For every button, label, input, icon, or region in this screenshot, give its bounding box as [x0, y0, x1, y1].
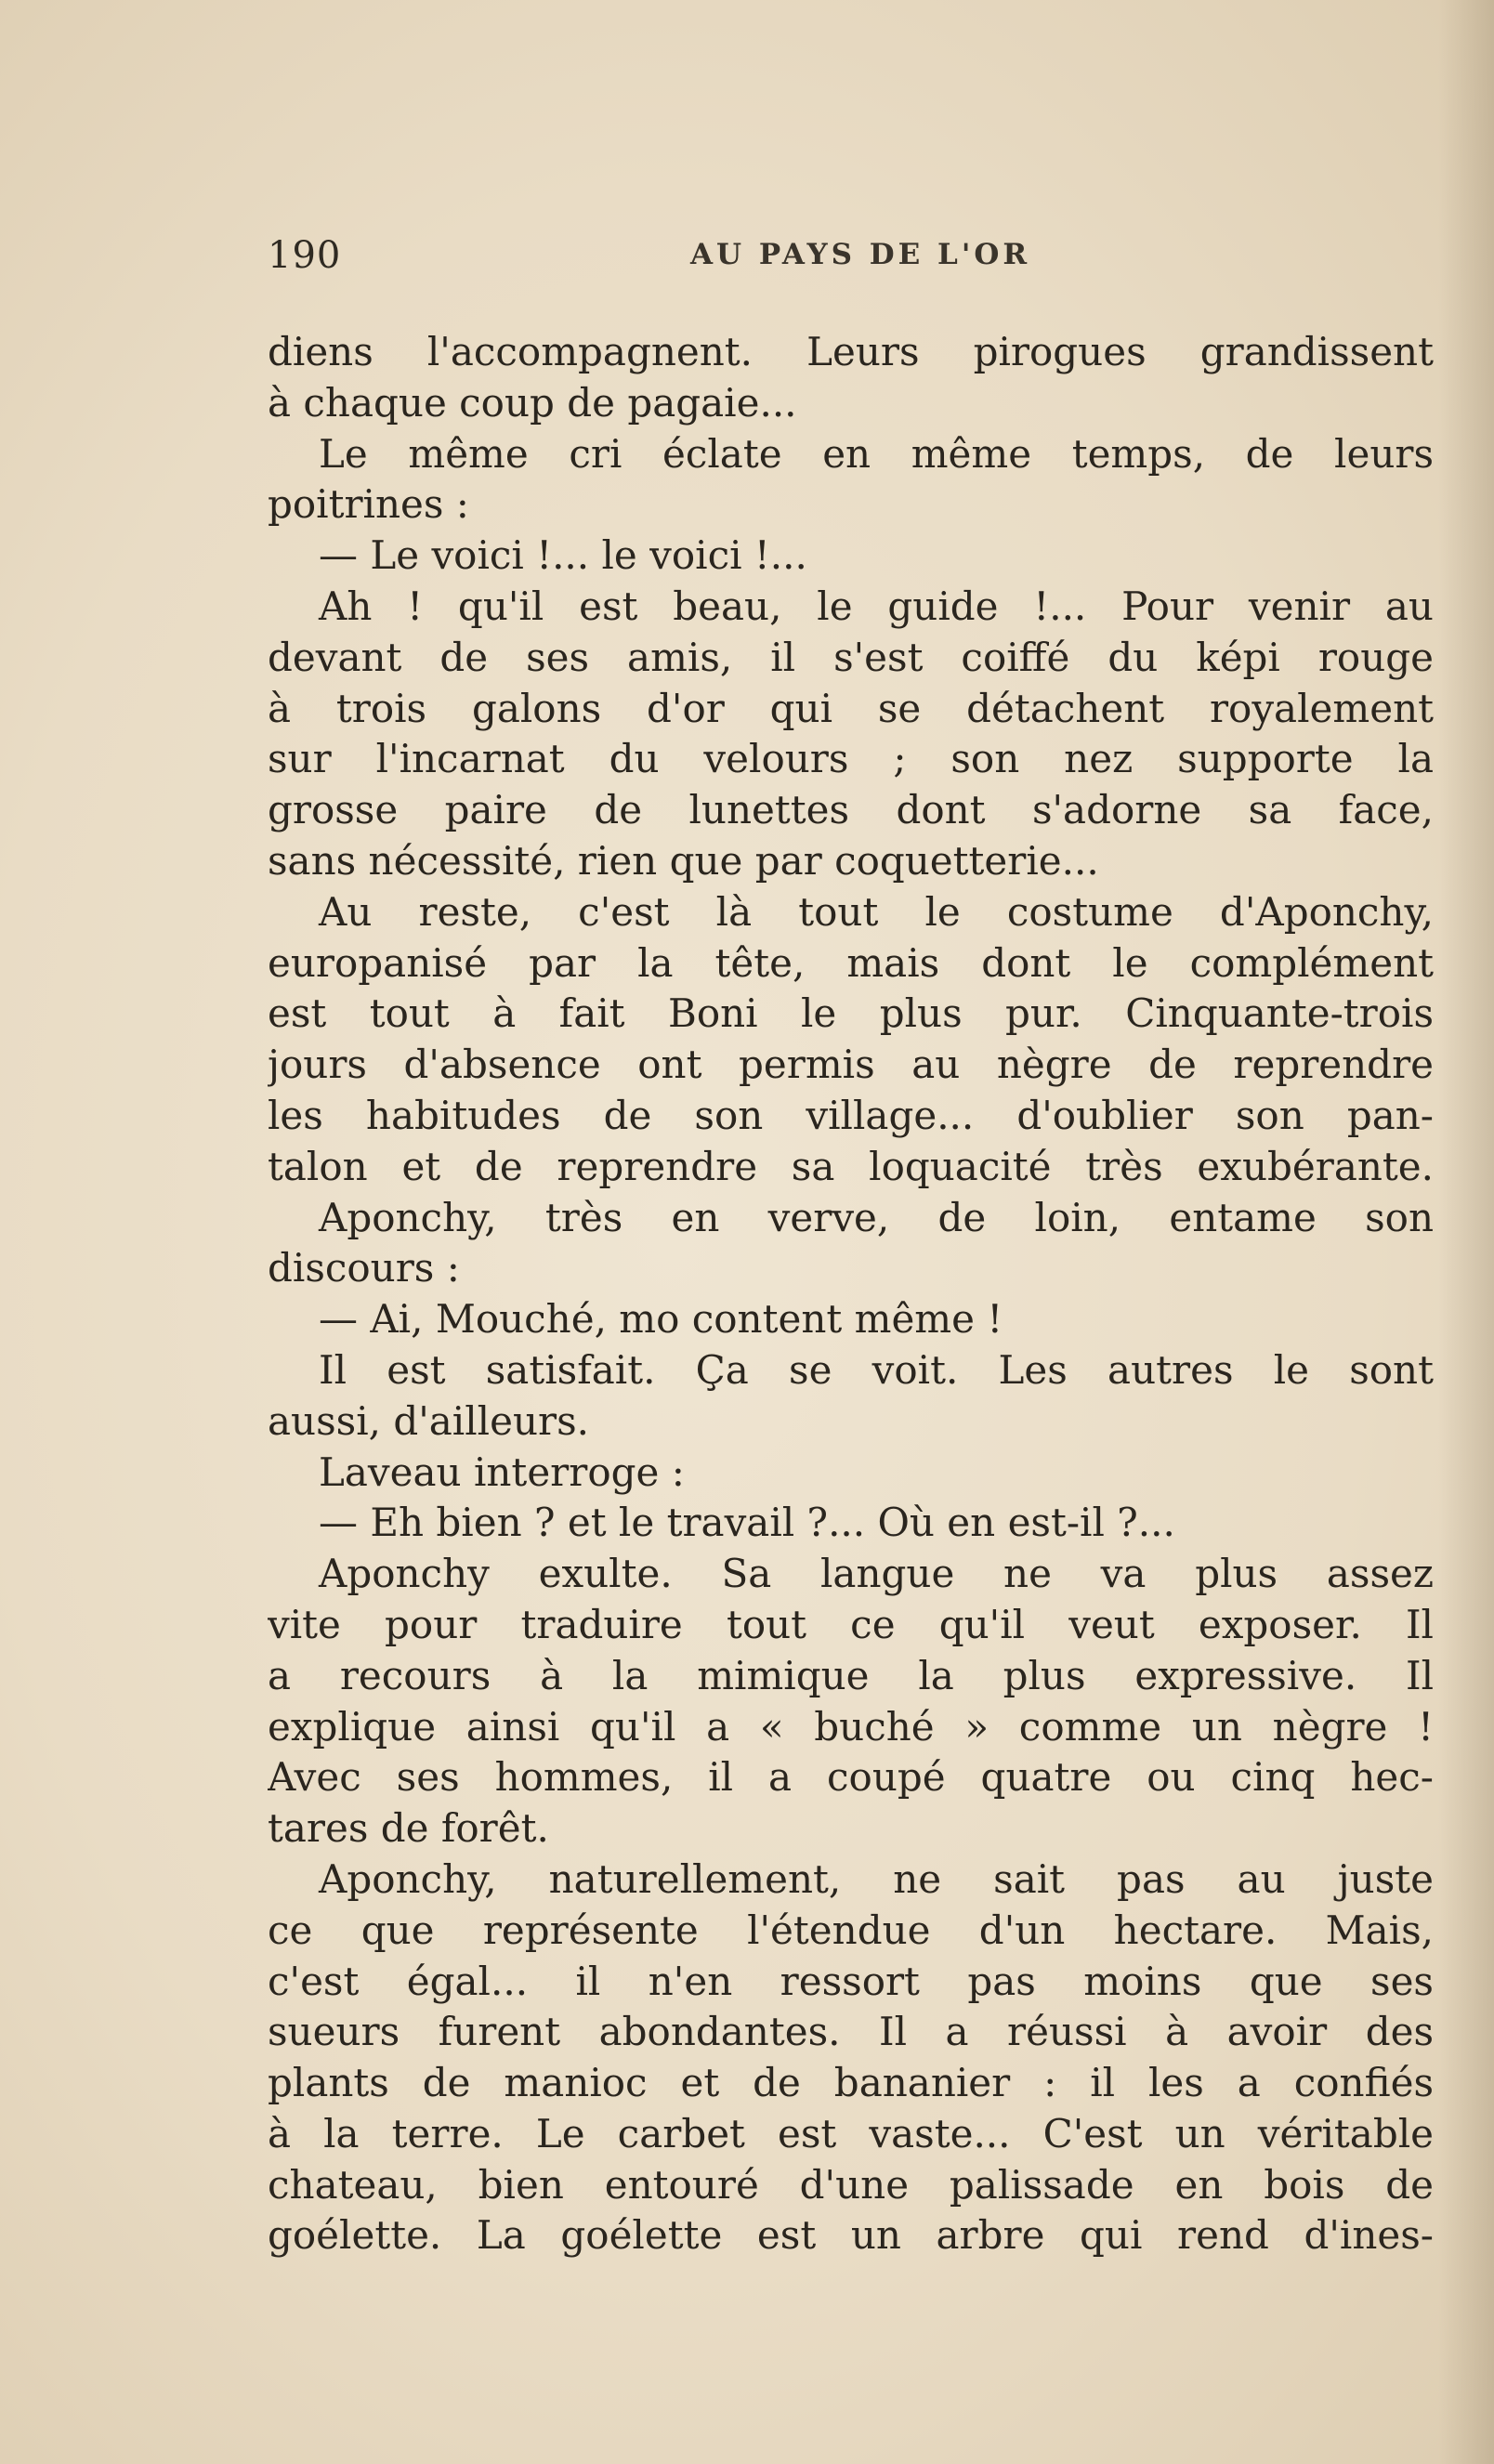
text-line: devant de ses amis, il s'est coiffé du képi rouge: [268, 634, 1434, 680]
text-line: — Ai, Mouché, mo content même !: [319, 1296, 1003, 1343]
text-line: les habitudes de son village... d'oublier son pan-: [268, 1092, 1434, 1138]
text-line: talon et de reprendre sa loquacité très exubérante.: [268, 1143, 1434, 1189]
text-line: europanisé par la tête, mais dont le complément: [268, 939, 1434, 986]
text-line: tares de forêt.: [268, 1805, 549, 1852]
body-text: [268, 327, 1434, 2261]
text-line: Avec ses hommes, il a coupé quatre ou cinq hec-: [268, 1754, 1434, 1801]
text-line: jours d'absence ont permis au nègre de reprendre: [268, 1042, 1434, 1088]
running-head: [268, 234, 1429, 281]
text-line: Le même cri éclate en même temps, de leurs: [319, 430, 1434, 477]
text-line: grosse paire de lunettes dont s'adorne sa face,: [268, 787, 1434, 833]
text-line: ce que représente l'étendue d'un hectare. Mais,: [268, 1907, 1434, 1953]
running-title: AU PAYS DE L'OR: [690, 238, 1031, 271]
text-line: sueurs furent abondantes. Il a réussi à avoir des: [268, 2009, 1434, 2055]
text-line: Ah ! qu'il est beau, le guide !... Pour venir au: [319, 583, 1434, 629]
text-line: à chaque coup de pagaie...: [268, 379, 797, 426]
text-line: discours :: [268, 1245, 460, 1291]
text-line: — Le voici !... le voici !...: [319, 532, 807, 579]
text-line: Il est satisfait. Ça se voit. Les autres le sont: [319, 1346, 1434, 1393]
text-line: goélette. La goélette est un arbre qui rend d'ines-: [268, 2212, 1434, 2259]
text-line: — Eh bien ? et le travail ?... Où en est-il ?...: [319, 1500, 1175, 1546]
text-line: poitrines :: [268, 481, 469, 528]
text-line: à trois galons d'or qui se détachent royalement: [268, 685, 1434, 731]
text-line: est tout à fait Boni le plus pur. Cinquante-trois: [268, 990, 1434, 1037]
text-line: Aponchy exulte. Sa langue ne va plus assez: [319, 1551, 1434, 1597]
text-line: aussi, d'ailleurs.: [268, 1397, 589, 1444]
text-line: plants de manioc et de bananier : il les a confiés: [268, 2060, 1434, 2106]
page-number: 190: [268, 234, 342, 277]
text-line: a recours à la mimique la plus expressive. Il: [268, 1652, 1434, 1698]
text-line: Au reste, c'est là tout le costume d'Aponchy,: [319, 888, 1434, 935]
text-line: sur l'incarnat du velours ; son nez supporte la: [268, 736, 1434, 782]
page-gutter-shadow: [1438, 0, 1494, 2464]
text-line: à la terre. Le carbet est vaste... C'est un véritable: [268, 2110, 1434, 2156]
text-line: c'est égal... il n'en ressort pas moins que ses: [268, 1958, 1434, 2004]
text-line: chateau, bien entouré d'une palissade en bois de: [268, 2161, 1434, 2208]
text-line: explique ainsi qu'il a « buché » comme un nègre !: [268, 1703, 1434, 1750]
text-line: Aponchy, très en verve, de loin, entame son: [319, 1194, 1434, 1240]
text-line: Laveau interroge :: [319, 1448, 685, 1495]
text-line: Aponchy, naturellement, ne sait pas au juste: [319, 1855, 1434, 1902]
text-line: diens l'accompagnent. Leurs pirogues grandissent: [268, 329, 1434, 374]
text-line: vite pour traduire tout ce qu'il veut exposer. Il: [268, 1601, 1434, 1647]
text-line: sans nécessité, rien que par coquetterie...: [268, 837, 1099, 884]
